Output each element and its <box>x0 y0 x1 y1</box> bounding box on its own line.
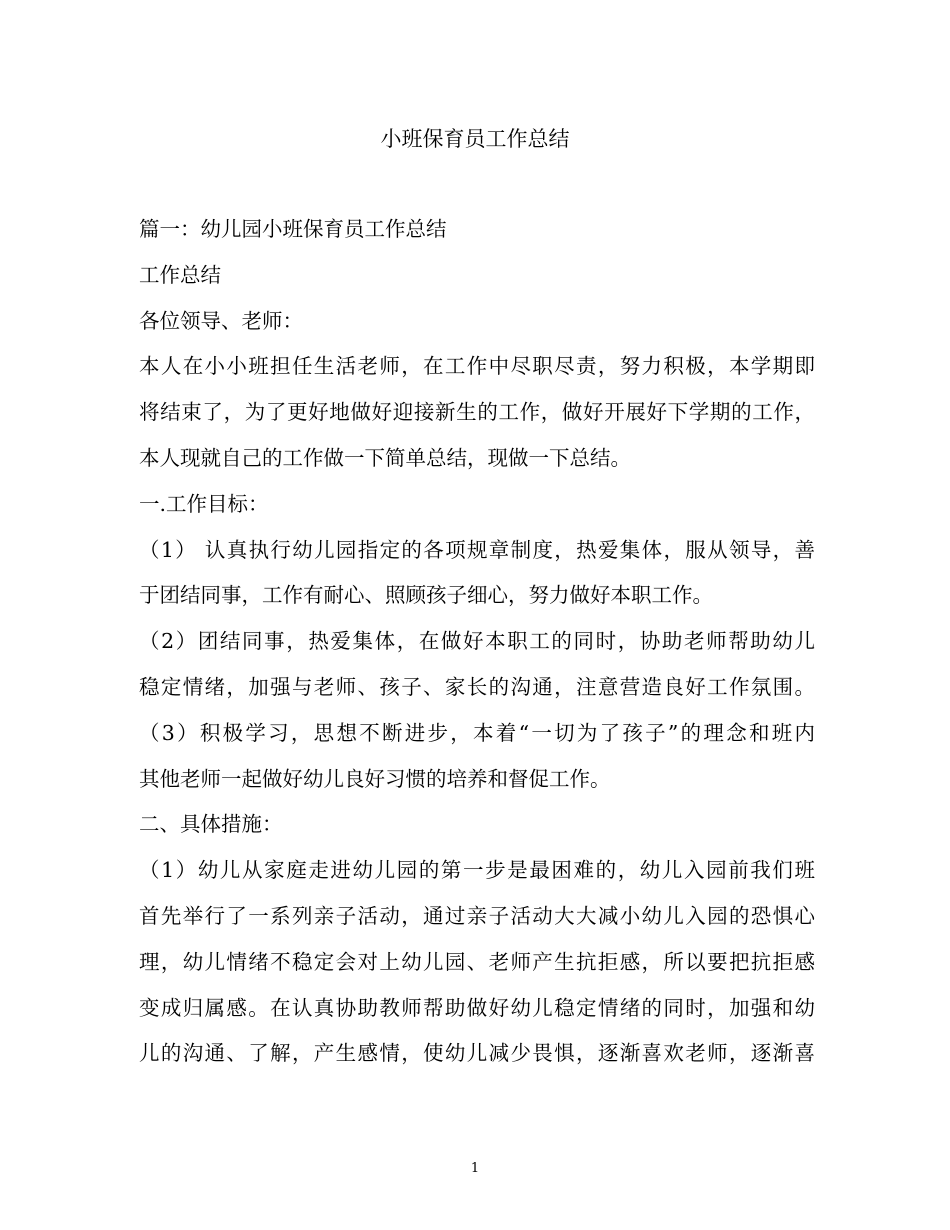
text-line: 篇一：幼儿园小班保育员工作总结 <box>139 217 447 241</box>
text-line: 本人现就自己的工作做一下简单总结，现做一下总结。 <box>139 445 631 470</box>
text-line: 一.工作目标： <box>139 491 269 516</box>
text-line: 其他老师一起做好幼儿良好习惯的培养和督促工作。 <box>139 766 611 791</box>
text-line: 首先举行了一系列亲子活动，通过亲子活动大大减小幼儿入园的恐惧心 <box>139 903 815 928</box>
text-line: 工作总结 <box>139 262 221 287</box>
text-line: 变成归属感。在认真协助教师帮助做好幼儿稳定情绪的同时，加强和幼 <box>139 995 815 1020</box>
document-title: 小班保育员工作总结 <box>380 127 570 151</box>
text-line: 稳定情绪，加强与老师、孩子、家长的沟通，注意营造良好工作氛围。 <box>139 674 815 699</box>
text-line: 理，幼儿情绪不稳定会对上幼儿园、老师产生抗拒感，所以要把抗拒感 <box>139 949 815 974</box>
text-line: （2）团结同事，热爱集体，在做好本职工的同时，协助老师帮助幼儿 <box>139 629 815 654</box>
text-line: （1） 认真执行幼儿园指定的各项规章制度，热爱集体，服从领导，善 <box>139 537 815 562</box>
text-line: 于团结同事，工作有耐心、照顾孩子细心，努力做好本职工作。 <box>139 583 713 608</box>
text-line: 儿的沟通、了解，产生感情，使幼儿减少畏惧，逐渐喜欢老师，逐渐喜 <box>139 1041 815 1066</box>
text-line: 二、具体措施： <box>139 812 283 837</box>
text-line: 将结束了，为了更好地做好迎接新生的工作，做好开展好下学期的工作， <box>139 400 815 425</box>
text-line: 本人在小小班担任生活老师，在工作中尽职尽责，努力积极，本学期即 <box>139 354 815 379</box>
text-line: （1）幼儿从家庭走进幼儿园的第一步是最困难的，幼儿入园前我们班 <box>139 858 815 883</box>
text-line: 各位领导、老师： <box>139 308 303 333</box>
document-body <box>139 207 815 1077</box>
text-line: （3）积极学习，思想不断进步，本着“一切为了孩子”的理念和班内 <box>139 720 815 745</box>
page-number: 1 <box>470 1161 480 1176</box>
